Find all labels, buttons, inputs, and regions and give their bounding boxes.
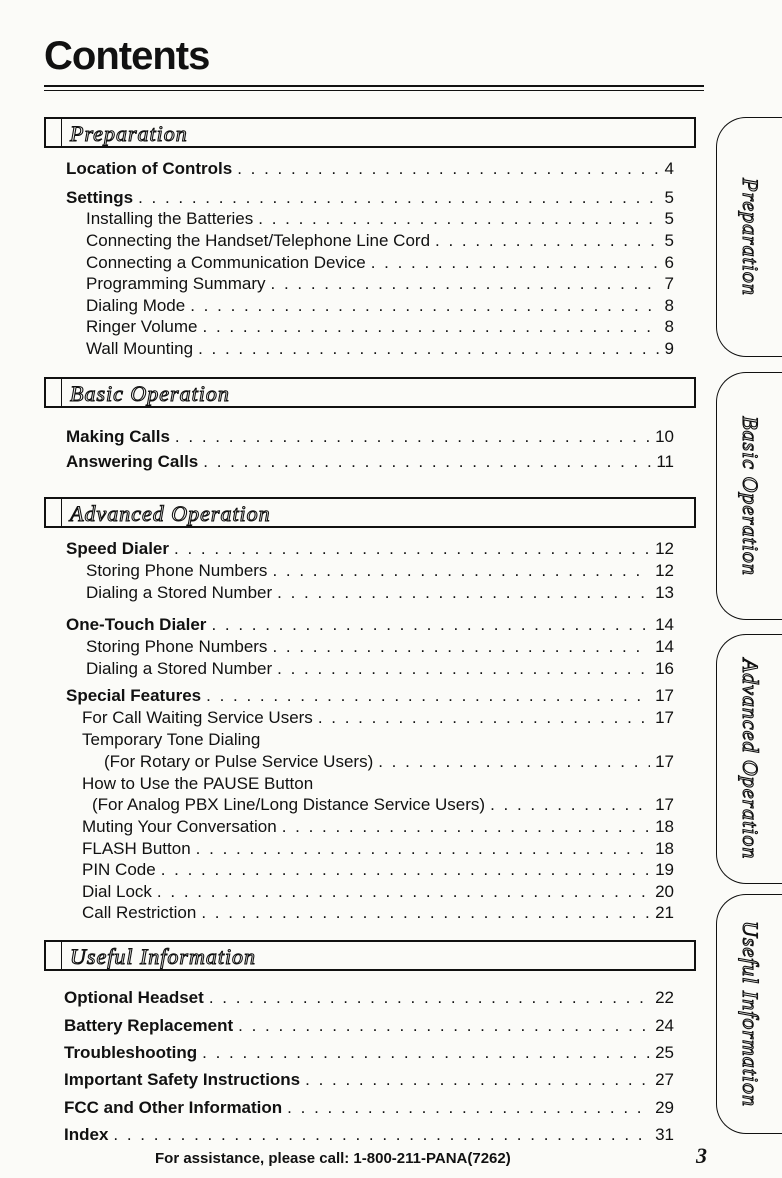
side-tab-useful-information [716,894,782,1134]
toc-entry [64,1069,674,1091]
toc-entry [86,658,674,680]
toc-entry-label: Temporary Tone Dialing [82,730,261,749]
dot-leader [271,273,660,295]
toc-entry-label: FCC and Other Information [64,1098,283,1117]
side-tab-label: Preparation [737,178,763,296]
dot-leader [206,685,650,707]
side-tab-preparation [716,117,782,357]
dot-leader [305,1069,650,1091]
toc-entry-page: 17 [655,795,674,814]
toc-entry [66,426,674,448]
toc-entry-label: Call Restriction [82,903,197,922]
side-tab-advanced-operation [716,634,782,884]
toc-entry [92,794,674,816]
side-tab-label: Useful Information [737,920,763,1108]
toc-entry [86,208,674,230]
toc-entry [82,881,674,903]
dot-leader [174,538,650,560]
dot-leader [287,1097,650,1119]
toc-entry-label: (For Rotary or Pulse Service Users) [104,752,374,771]
toc-entry-page: 12 [655,561,674,580]
dot-leader [175,426,650,448]
toc-entry [86,230,674,252]
toc-entry-page: 7 [664,274,674,293]
toc-entry-page: 20 [655,882,674,901]
section-header-label: Useful Information [70,944,257,969]
toc-entry-page: 22 [655,988,674,1007]
toc-entry-label: Dial Lock [82,882,152,901]
toc-entry-label: FLASH Button [82,839,191,858]
toc-entry-label: Programming Summary [86,274,266,293]
header-cap [46,942,62,969]
toc-entry [66,158,674,180]
toc-entry-label: Storing Phone Numbers [86,561,268,580]
toc-entry-label: Dialing a Stored Number [86,583,273,602]
toc-entry-page: 8 [664,317,674,336]
toc-entry [66,187,674,209]
toc-entry-page: 17 [655,752,674,771]
section-header-label: Advanced Operation [70,501,271,526]
header-cap [46,119,62,146]
toc-entry [104,751,674,773]
dot-leader [211,614,650,636]
toc-entry-label: Installing the Batteries [86,209,254,228]
toc-entry-page: 5 [664,188,674,207]
toc-entry [66,451,674,473]
toc-entry-label: How to Use the PAUSE Button [82,774,314,793]
toc-entry [82,707,674,729]
toc-entry [64,1097,674,1119]
toc-entry-page: 6 [664,253,674,272]
section-header-preparation [44,117,696,148]
header-cap [46,499,62,526]
toc-entry-page: 5 [664,231,674,250]
toc-entry-page: 13 [655,583,674,602]
dot-leader [138,187,659,209]
header-cap [46,379,62,406]
section-header-label: Basic Operation [70,381,230,406]
toc-entry [86,636,674,658]
toc-entry-label: Speed Dialer [66,539,169,558]
toc-entry [82,729,674,751]
toc-entry [86,582,674,604]
page-number: 3 [696,1143,707,1168]
toc-entry-label: Index [64,1125,109,1144]
toc-entry-label: Answering Calls [66,452,199,471]
toc-entry-label: Connecting the Handset/Telephone Line Cord [86,231,431,250]
toc-entry-label: Location of Controls [66,159,233,178]
dot-leader [318,707,650,729]
toc-entry-label: Special Features [66,686,202,705]
toc-entry-page: 19 [655,860,674,879]
toc-entry-label: Connecting a Communication Device [86,253,366,272]
dot-leader [157,881,650,903]
dot-leader [277,658,650,680]
toc-entry [64,1015,674,1037]
toc-entry-page: 12 [655,539,674,558]
page-title: Contents [44,34,210,78]
toc-entry-page: 11 [656,452,674,471]
section-header-label: Preparation [70,121,188,146]
section-header-basic-operation [44,377,696,408]
toc-entry-page: 17 [655,708,674,727]
toc-entry-label: Muting Your Conversation [82,817,277,836]
section-header-useful-information [44,940,696,971]
dot-leader [378,751,650,773]
toc-entry-label: Storing Phone Numbers [86,637,268,656]
toc-entry [86,273,674,295]
dot-leader [190,295,659,317]
toc-entry-label: Ringer Volume [86,317,198,336]
toc-entry-page: 24 [655,1016,674,1035]
toc-entry-label: Optional Headset [64,988,204,1007]
toc-entry-page: 8 [664,296,674,315]
dot-leader [113,1124,650,1146]
toc-entry-label: PIN Code [82,860,156,879]
toc-entry-page: 18 [655,817,674,836]
dot-leader [237,158,659,180]
toc-entry-label: Dialing a Stored Number [86,659,273,678]
toc-entry-page: 14 [655,615,674,634]
dot-leader [272,636,650,658]
toc-entry-label: Important Safety Instructions [64,1070,301,1089]
side-tab-label: Advanced Operation [737,658,763,860]
toc-entry-page: 16 [655,659,674,678]
toc-entry [66,538,674,560]
side-tab-basic-operation [716,372,782,620]
toc-entry [64,1124,674,1146]
toc-entry [82,838,674,860]
toc-entry-page: 14 [655,637,674,656]
toc-entry-page: 10 [655,427,674,446]
toc-entry-page: 18 [655,839,674,858]
dot-leader [203,451,651,473]
toc-entry [86,560,674,582]
toc-entry-label: For Call Waiting Service Users [82,708,313,727]
toc-entry-label: Troubleshooting [64,1043,198,1062]
dot-leader [202,1042,650,1064]
toc-entry [82,902,674,924]
toc-entry-label: Wall Mounting [86,339,194,358]
title-rule [44,85,704,91]
side-tab-label: Basic Operation [737,416,763,576]
toc-entry-page: 4 [664,159,674,178]
toc-entry-page: 21 [655,903,674,922]
toc-entry [86,252,674,274]
toc-entry [82,859,674,881]
toc-entry-page: 29 [655,1098,674,1117]
dot-leader [201,902,650,924]
toc-entry-label: One-Touch Dialer [66,615,207,634]
dot-leader [161,859,650,881]
dot-leader [490,794,650,816]
toc-entry [86,316,674,338]
toc-entry [66,614,674,636]
toc-entry-label: Dialing Mode [86,296,186,315]
dot-leader [371,252,660,274]
dot-leader [435,230,660,252]
dot-leader [209,987,650,1009]
toc-entry [86,338,674,360]
toc-entry-page: 9 [664,339,674,358]
toc-entry-label: Battery Replacement [64,1016,234,1035]
toc-entry-page: 27 [655,1070,674,1089]
toc-entry-page: 17 [655,686,674,705]
dot-leader [277,582,650,604]
dot-leader [258,208,659,230]
toc-entry [66,685,674,707]
toc-entry [64,987,674,1009]
toc-entry-page: 5 [664,209,674,228]
dot-leader [272,560,650,582]
section-header-advanced-operation [44,497,696,528]
toc-entry-label: Making Calls [66,427,170,446]
toc-entry [86,295,674,317]
toc-entry-page: 25 [655,1043,674,1062]
toc-entry [64,1042,674,1064]
assistance-footer: For assistance, please call: 1-800-211-PANA(7262) [155,1150,511,1167]
dot-leader [282,816,650,838]
toc-entry [82,816,674,838]
toc-entry-label: Settings [66,188,134,207]
toc-entry-label: (For Analog PBX Line/Long Distance Service Users) [92,795,486,814]
dot-leader [198,338,659,360]
toc-entry [82,773,674,795]
toc-entry-page: 31 [655,1125,674,1144]
dot-leader [238,1015,650,1037]
dot-leader [196,838,650,860]
dot-leader [203,316,660,338]
